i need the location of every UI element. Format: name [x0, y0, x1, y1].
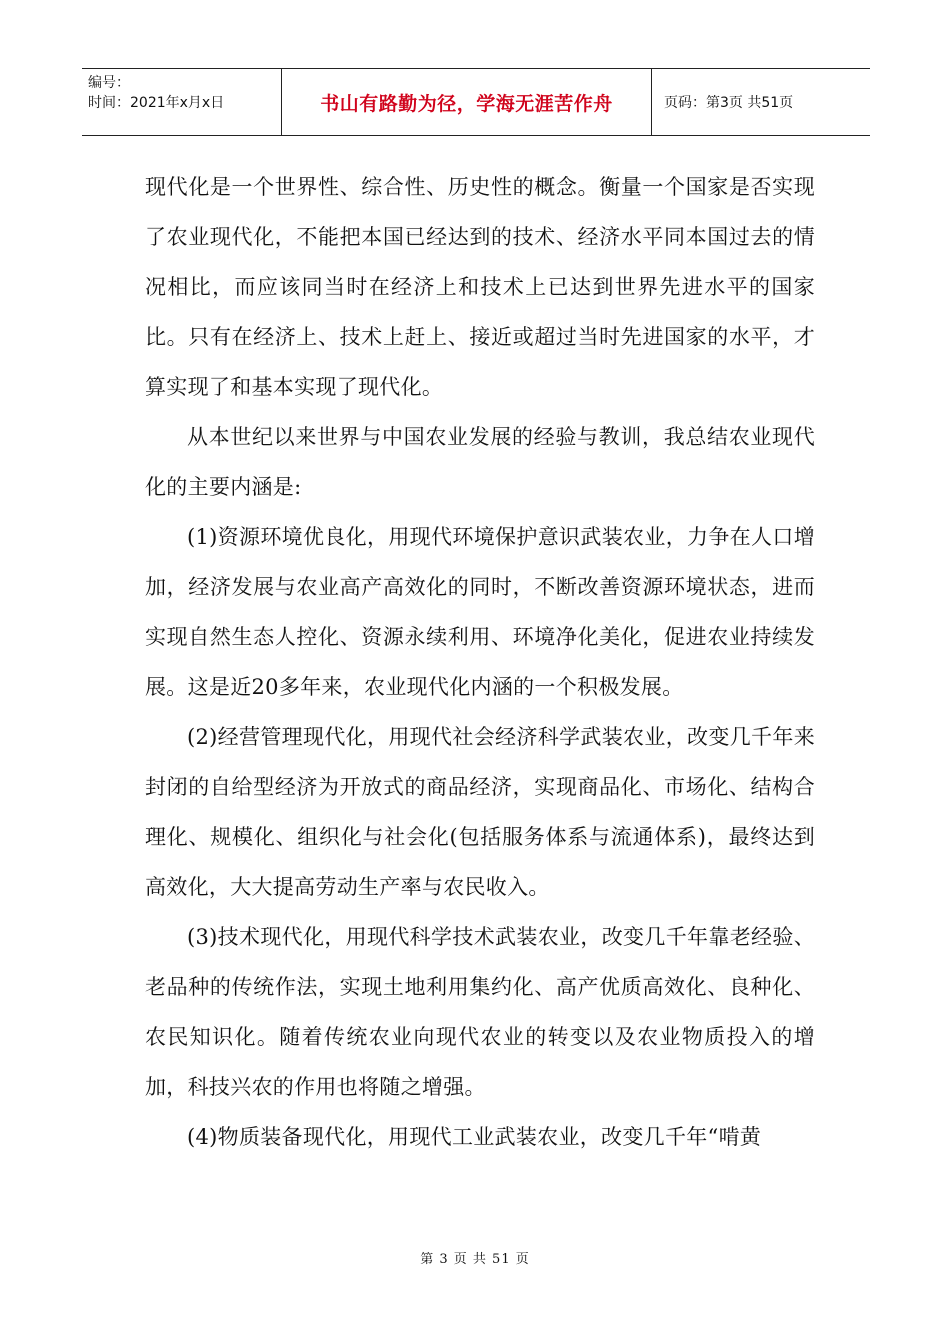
document-body	[145, 162, 815, 1162]
paragraph: 现代化是一个世界性、综合性、历史性的概念。衡量一个国家是否实现了农业现代化，不能把本国已经达到的技术、经济水平同本国过去的情况相比，而应该同当时在经济上和技术上已达到世界先进水平的国家比。只有在经济上、技术上赶上、接近或超过当时先进国家的水平，才算实现了和基本实现了现代化。	[145, 175, 815, 399]
page-footer: 第 3 页 共 51 页	[420, 1252, 530, 1267]
paragraph: 从本世纪以来世界与中国农业发展的经验与教训，我总结农业现代化的主要内涵是:	[145, 425, 815, 499]
header-page-info: 页码：第3页 共51页	[664, 95, 794, 111]
header-motto: 书山有路勤为径，学海无涯苦作舟	[282, 69, 652, 135]
paragraph: (1)资源环境优良化，用现代环境保护意识武装农业，力争在人口增加，经济发展与农业高产高效化的同时，不断改善资源环境状态，进而实现自然生态人控化、资源永续利用、环境净化美化，促进农业持续发展。这是近20多年来，农业现代化内涵的一个积极发展。	[145, 525, 815, 699]
paragraph: (4)物质装备现代化，用现代工业武装农业，改变几千年“啃黄	[187, 1125, 762, 1149]
header-meta	[82, 69, 282, 135]
time-label: 时间：2021年x月x日	[88, 95, 225, 111]
paragraph: (3)技术现代化，用现代科学技术武装农业，改变几千年靠老经验、老品种的传统作法，实现土地利用集约化、高产优质高效化、良种化、农民知识化。随着传统农业向现代农业的转变以及农业物质投入的增加，科技兴农的作用也将随之增强。	[145, 925, 815, 1099]
document-header	[82, 68, 870, 136]
paragraph: (2)经营管理现代化，用现代社会经济科学武装农业，改变几千年来封闭的自给型经济为开放式的商品经济，实现商品化、市场化、结构合理化、规模化、组织化与社会化(包括服务体系与流通体系)，最终达到高效化，大大提高劳动生产率与农民收入。	[145, 725, 815, 899]
number-label: 编号：	[88, 75, 130, 91]
